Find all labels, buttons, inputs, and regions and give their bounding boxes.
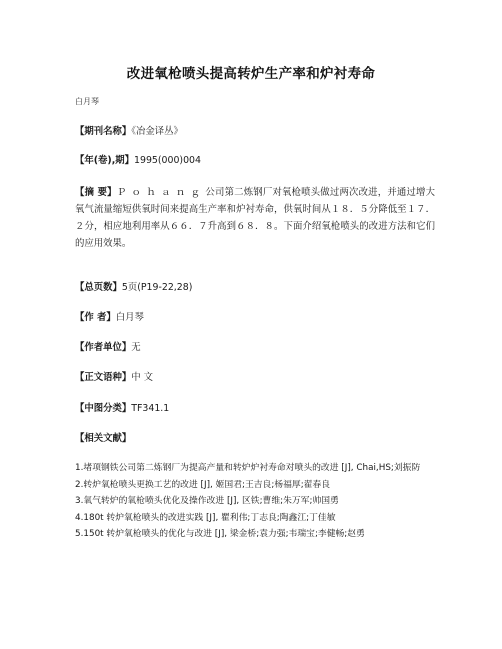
language-label: 【正文语种】	[75, 372, 132, 383]
language-field	[75, 369, 435, 386]
reference-item[interactable]: 1.堵项钢铁公司第二炼钢厂为提高产量和转炉炉衬寿命对喷头的改进 [J], Chai,HS;刘振防	[75, 463, 421, 473]
affiliation-label: 【作者单位】	[75, 342, 132, 353]
classification-field	[75, 400, 435, 417]
affiliation-field	[75, 339, 435, 356]
classification-label: 【中图分类】	[75, 403, 132, 414]
journal-field	[75, 123, 435, 140]
journal-label: 【期刊名称】	[75, 126, 132, 137]
reference-item[interactable]: 3.氧气转炉的氧枪喷头优化及操作改进 [J], 区铁;曹维;朱万军;帅国勇	[75, 496, 339, 507]
references-heading: 【相关文献】	[75, 433, 132, 444]
author-field	[75, 309, 435, 326]
author-label: 【作 者】	[75, 312, 116, 323]
issue-field	[75, 152, 435, 169]
reference-item[interactable]: 4.180t 转炉氧枪喷头的改进实践 [J], 瞿利伟;丁志良;陶鑫江;丁佳敏	[75, 512, 336, 523]
language-value: 中 文	[131, 372, 153, 383]
abstract-label: 【摘 要】	[75, 187, 117, 198]
classification-value: TF341.1	[131, 403, 170, 414]
journal-value: 《冶金译丛》	[131, 126, 183, 137]
reference-item[interactable]: 5.150t 转炉氧枪喷头的优化与改进 [J], 梁金桥;袁力强;韦瑞宝;李健畅;赵勇	[75, 529, 365, 540]
abstract-field	[75, 184, 435, 252]
references-list	[75, 460, 435, 543]
abstract-value: 公司第二炼钢厂对氧枪喷头做过两次改进，并通过增大氧气流量缩短供氧时间来提高生产率和炉衬寿命，供氧时间从１８．５分降低至１７．２分，相应地利用率从６６．７升高到６８．８。下面介绍氧枪喷头的改进方法和它们的应用效果。	[75, 187, 436, 249]
pages-label: 【总页数】	[75, 282, 122, 293]
issue-label: 【年(卷),期】	[75, 155, 135, 166]
pages-value: 5页(P19-22,28)	[121, 282, 193, 293]
issue-value: 1995(000)004	[134, 155, 201, 166]
pages-field	[75, 279, 435, 296]
author-value: 白月琴	[115, 312, 144, 323]
author-line: 白月琴	[75, 97, 99, 106]
reference-item[interactable]: 2.转炉氧枪喷头更换工艺的改进 [J], 姬国君;王吉良;杨福厚;翟春良	[75, 479, 331, 490]
abstract-value-company: Ｐｏｈａｎｇ	[116, 187, 206, 198]
affiliation-value: 无	[131, 342, 141, 353]
document-title: 改进氧枪喷头提高转炉生产率和炉衬寿命	[126, 66, 376, 82]
